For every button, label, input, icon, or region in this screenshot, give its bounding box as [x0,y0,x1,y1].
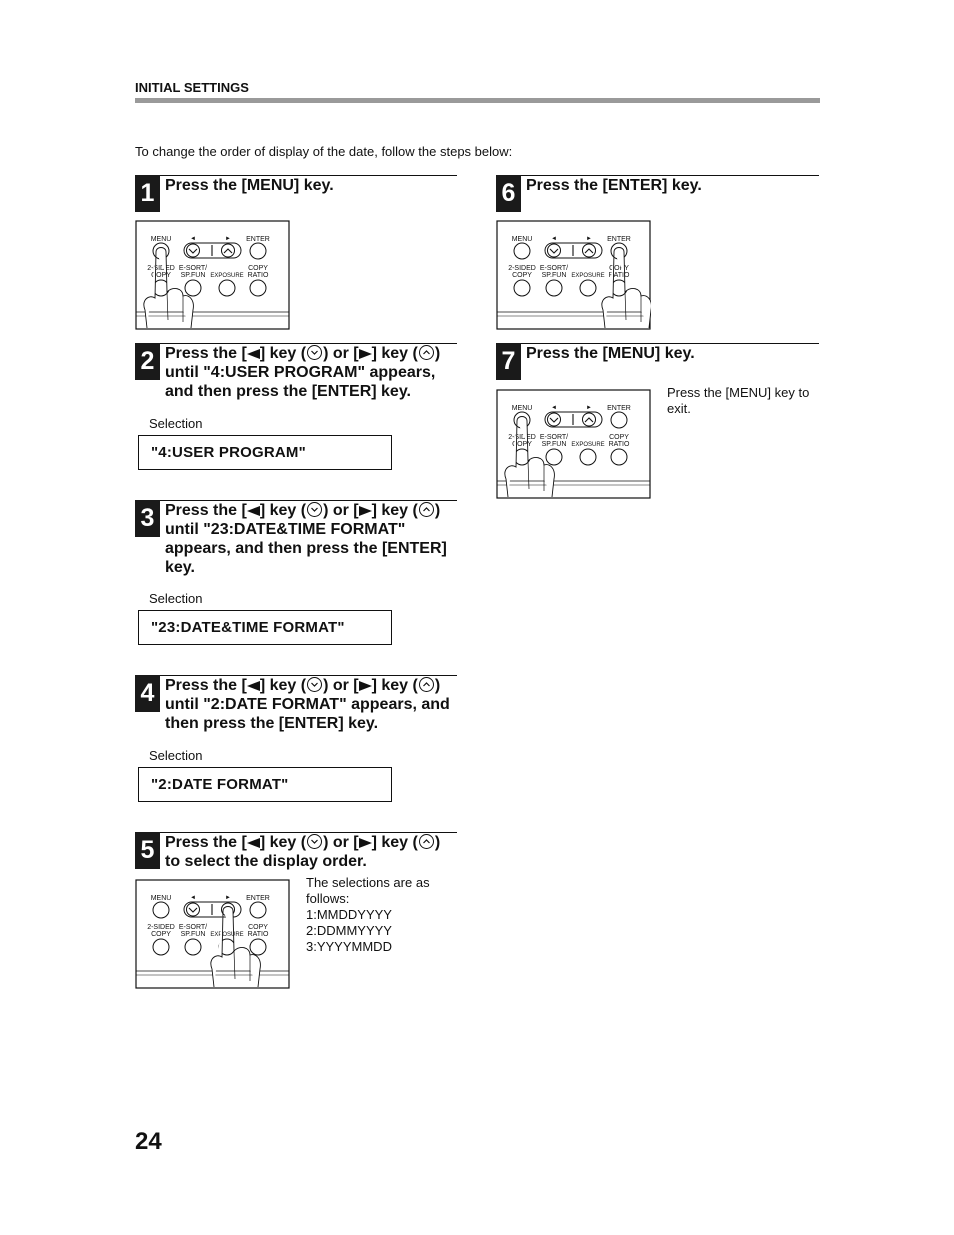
up-chevron-key-icon [419,677,434,692]
two-sided-label: 2-SIDED [147,924,175,931]
up-chevron-key-icon [419,345,434,360]
menu-button-icon [514,243,530,259]
step-title: Press the [ENTER] key. [526,177,702,194]
title-rest: until "23:DATE&TIME FORMAT" appears, and then press the [ENTER] key. [165,521,447,576]
exit-note [667,385,809,417]
step-title [165,676,457,733]
enter-label: ENTER [607,405,631,412]
step-number: 4 [135,675,160,712]
left-arrow-label: ◄ [190,236,196,242]
esort-button-icon [546,449,562,465]
note-line: 1:MMDDYYYY [306,907,392,922]
copy-ratio-label: RATIO [247,272,269,279]
down-key-icon [187,244,200,257]
right-triangle-icon [359,349,372,359]
section-title: INITIAL SETTINGS [135,80,249,95]
right-triangle-icon [359,681,372,691]
enter-button-icon [611,412,627,428]
control-panel-arrow-press [135,879,290,989]
left-triangle-icon [247,838,260,848]
control-panel-menu-press [135,220,290,330]
title-rest: until "4:USER PROGRAM" appears, and then press the [ENTER] key. [165,364,436,400]
copy-ratio-label: COPY [248,924,268,931]
esort-label: E-SORT/ [539,434,569,441]
two-sided-button-icon [514,280,530,296]
note-line: The selections are as [306,875,430,890]
selection-label: Selection [149,748,203,763]
enter-label: ENTER [246,236,270,243]
step-number: 5 [135,832,160,869]
title-part: ] key ( [371,502,418,519]
copy-ratio-label: COPY [609,265,629,272]
left-arrow-label: ◄ [190,895,196,901]
copy-ratio-label: RATIO [608,272,630,279]
title-part: Press the [ [165,834,247,851]
right-triangle-icon [359,506,372,516]
exposure-button-icon [219,280,235,296]
down-chevron-key-icon [307,502,322,517]
two-sided-label: COPY [151,272,171,279]
up-key-icon [583,413,596,426]
control-panel-enter-press [496,220,651,330]
menu-label: MENU [150,236,172,243]
title-part: ) [434,502,441,519]
copy-ratio-label: RATIO [608,441,630,448]
left-triangle-icon [247,506,260,516]
exposure-label: EXPOSURE [210,932,244,938]
title-part: ] key ( [371,345,418,362]
title-rest: until "2:DATE FORMAT" appears, and then press the [ENTER] key. [165,696,450,732]
up-key-icon [583,244,596,257]
selection-options-note [306,875,430,955]
enter-button-icon [250,902,266,918]
down-key-icon [187,903,200,916]
esort-label: SP.FUN [541,441,567,448]
esort-button-icon [185,280,201,296]
left-arrow-label: ◄ [551,405,557,411]
copy-ratio-label: COPY [248,265,268,272]
title-part: ] key ( [371,834,418,851]
two-sided-button-icon [153,939,169,955]
right-triangle-icon [359,838,372,848]
left-triangle-icon [247,349,260,359]
up-key-icon [222,244,235,257]
menu-label: MENU [150,895,172,902]
copy-ratio-button-icon [611,449,627,465]
selection-display: "23:DATE&TIME FORMAT" [138,610,392,645]
down-chevron-key-icon [307,834,322,849]
exposure-label: EXPOSURE [571,273,605,279]
title-part: ) or [ [323,502,359,519]
two-sided-label: 2-SIDED [147,265,175,272]
header-rule [135,98,820,103]
title-part: ] key ( [259,834,307,851]
esort-label: SP.FUN [541,272,567,279]
esort-label: SP.FUN [180,931,206,938]
step-number: 1 [135,175,160,212]
title-part: ) or [ [323,345,359,362]
two-sided-label: COPY [512,272,532,279]
down-chevron-key-icon [307,677,322,692]
down-key-icon [548,413,561,426]
exposure-label: EXPOSURE [571,442,605,448]
exposure-label: EXPOSURE [210,273,244,279]
note-line: follows: [306,891,350,906]
step-number: 2 [135,343,160,380]
selection-label: Selection [149,591,203,606]
title-part: ] key ( [371,677,418,694]
page-number: 24 [135,1128,162,1155]
two-sided-label: 2-SIDED [508,265,536,272]
control-panel-menu-press [496,389,651,499]
copy-ratio-label: RATIO [247,931,269,938]
title-part: Press the [ [165,345,247,362]
left-triangle-icon [247,681,260,691]
menu-label: MENU [511,236,533,243]
up-chevron-key-icon [419,502,434,517]
step-number: 6 [496,175,521,212]
esort-label: SP.FUN [180,272,206,279]
selection-display: "2:DATE FORMAT" [138,767,392,802]
down-chevron-key-icon [307,345,322,360]
right-arrow-label: ► [586,236,592,242]
esort-button-icon [546,280,562,296]
menu-label: MENU [511,405,533,412]
title-part: Press the [ [165,677,247,694]
title-part: ) or [ [323,834,359,851]
right-arrow-label: ► [225,236,231,242]
copy-ratio-button-icon [250,939,266,955]
title-part: ) [434,677,441,694]
copy-ratio-label: COPY [609,434,629,441]
step-title: Press the [MENU] key. [165,177,334,194]
up-chevron-key-icon [419,834,434,849]
note-line: 3:YYYYMMDD [306,939,392,954]
note-line: exit. [667,401,691,416]
two-sided-label: 2-SIDED [508,434,536,441]
right-arrow-label: ► [586,405,592,411]
title-part: ] key ( [259,345,307,362]
step-title [165,501,457,577]
esort-label: E-SORT/ [178,265,208,272]
step-number: 7 [496,343,521,380]
menu-button-icon [153,902,169,918]
step-number: 3 [135,500,160,537]
two-sided-label: COPY [512,441,532,448]
note-line: 2:DDMMYYYY [306,923,392,938]
esort-button-icon [185,939,201,955]
esort-label: E-SORT/ [178,924,208,931]
title-part: ] key ( [259,677,307,694]
esort-label: E-SORT/ [539,265,569,272]
title-part: Press the [ [165,502,247,519]
intro-text: To change the order of display of the date, follow the steps below: [135,144,513,159]
down-key-icon [548,244,561,257]
title-part: ) or [ [323,677,359,694]
exposure-button-icon [580,280,596,296]
title-part: ) [434,834,441,851]
selection-label: Selection [149,416,203,431]
right-arrow-label: ► [225,895,231,901]
enter-label: ENTER [246,895,270,902]
step-title [165,344,457,401]
title-part: ] key ( [259,502,307,519]
note-line: Press the [MENU] key to [667,385,810,400]
copy-ratio-button-icon [250,280,266,296]
title-part: ) [434,345,441,362]
title-rest: to select the display order. [165,853,367,870]
left-arrow-label: ◄ [551,236,557,242]
selection-display: "4:USER PROGRAM" [138,435,392,470]
step-title [165,833,457,871]
enter-button-icon [250,243,266,259]
step-title: Press the [MENU] key. [526,345,695,362]
exposure-button-icon [580,449,596,465]
enter-label: ENTER [607,236,631,243]
two-sided-label: COPY [151,931,171,938]
